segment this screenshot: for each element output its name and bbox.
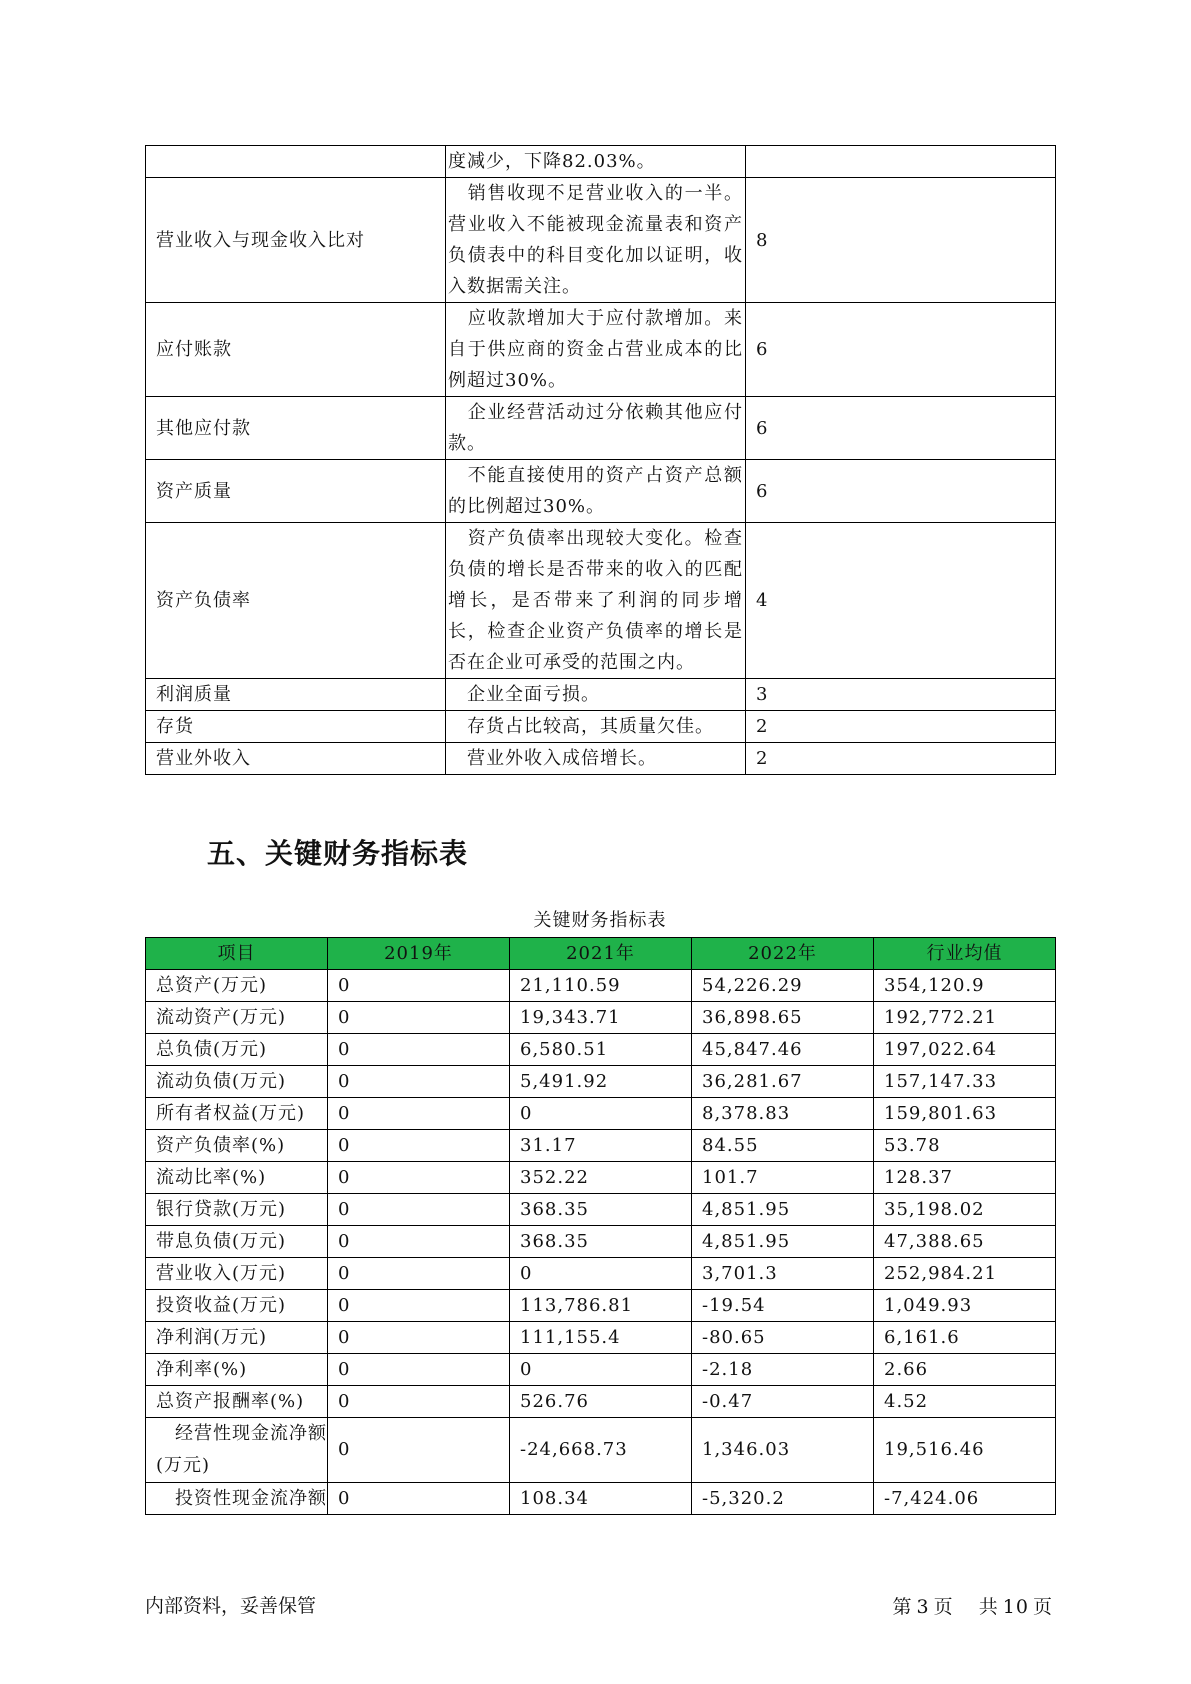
row-label-cell: 净利润(万元) bbox=[146, 1322, 328, 1354]
analysis-desc-cell: 营业外收入成倍增长。 bbox=[446, 743, 746, 775]
value-cell: 84.55 bbox=[692, 1130, 874, 1162]
analysis-row bbox=[146, 711, 1056, 743]
value-cell: 368.35 bbox=[510, 1226, 692, 1258]
analysis-row bbox=[146, 178, 1056, 303]
table-header-row bbox=[146, 938, 1056, 970]
table-row bbox=[146, 1034, 1056, 1066]
analysis-row bbox=[146, 397, 1056, 460]
value-cell: 192,772.21 bbox=[874, 1002, 1056, 1034]
value-cell: 31.17 bbox=[510, 1130, 692, 1162]
analysis-score-cell bbox=[746, 146, 1056, 178]
value-cell: 0 bbox=[328, 1418, 510, 1483]
value-cell: 2.66 bbox=[874, 1354, 1056, 1386]
value-cell: 21,110.59 bbox=[510, 970, 692, 1002]
value-cell: 368.35 bbox=[510, 1194, 692, 1226]
row-label-cell: 流动比率(%) bbox=[146, 1162, 328, 1194]
value-cell: 0 bbox=[510, 1098, 692, 1130]
value-cell: -19.54 bbox=[692, 1290, 874, 1322]
row-label-cell: 经营性现金流净额(万元) bbox=[146, 1418, 328, 1483]
value-cell: 19,343.71 bbox=[510, 1002, 692, 1034]
row-label-cell: 总负债(万元) bbox=[146, 1034, 328, 1066]
value-cell: -5,320.2 bbox=[692, 1483, 874, 1515]
value-cell: 0 bbox=[510, 1354, 692, 1386]
value-cell: 36,281.67 bbox=[692, 1066, 874, 1098]
table-row bbox=[146, 1066, 1056, 1098]
row-label-cell: 总资产(万元) bbox=[146, 970, 328, 1002]
value-cell: 526.76 bbox=[510, 1386, 692, 1418]
value-cell: 53.78 bbox=[874, 1130, 1056, 1162]
value-cell: 6,161.6 bbox=[874, 1322, 1056, 1354]
value-cell: 45,847.46 bbox=[692, 1034, 874, 1066]
analysis-desc-cell: 存货占比较高，其质量欠佳。 bbox=[446, 711, 746, 743]
value-cell: 54,226.29 bbox=[692, 970, 874, 1002]
value-cell: 19,516.46 bbox=[874, 1418, 1056, 1483]
header-cell: 2021年 bbox=[510, 938, 692, 970]
value-cell: 47,388.65 bbox=[874, 1226, 1056, 1258]
value-cell: 0 bbox=[328, 1290, 510, 1322]
page-number: 第 3 页 共 10 页 bbox=[892, 1596, 1053, 1618]
table-row bbox=[146, 970, 1056, 1002]
value-cell: 0 bbox=[328, 1002, 510, 1034]
value-cell: 0 bbox=[328, 1194, 510, 1226]
row-label-cell: 所有者权益(万元) bbox=[146, 1098, 328, 1130]
value-cell: 0 bbox=[328, 1226, 510, 1258]
analysis-score-cell: 6 bbox=[746, 303, 1056, 397]
table-row bbox=[146, 1418, 1056, 1483]
header-cell: 2022年 bbox=[692, 938, 874, 970]
analysis-score-cell: 2 bbox=[746, 743, 1056, 775]
header-cell: 项目 bbox=[146, 938, 328, 970]
analysis-row bbox=[146, 679, 1056, 711]
value-cell: 0 bbox=[328, 1098, 510, 1130]
table-caption: 关键财务指标表 bbox=[533, 910, 667, 931]
value-cell: 157,147.33 bbox=[874, 1066, 1056, 1098]
analysis-desc-cell: 销售收现不足营业收入的一半。营业收入不能被现金流量表和资产负债表中的科目变化加以证明，收入数据需关注。 bbox=[446, 178, 746, 303]
value-cell: 197,022.64 bbox=[874, 1034, 1056, 1066]
header-cell: 行业均值 bbox=[874, 938, 1056, 970]
value-cell: 0 bbox=[328, 1162, 510, 1194]
analysis-row bbox=[146, 460, 1056, 523]
value-cell: 0 bbox=[328, 1354, 510, 1386]
value-cell: 5,491.92 bbox=[510, 1066, 692, 1098]
table-row bbox=[146, 1322, 1056, 1354]
value-cell: 159,801.63 bbox=[874, 1098, 1056, 1130]
value-cell: 0 bbox=[328, 1386, 510, 1418]
value-cell: 128.37 bbox=[874, 1162, 1056, 1194]
value-cell: -7,424.06 bbox=[874, 1483, 1056, 1515]
row-label-cell: 投资性现金流净额 bbox=[146, 1483, 328, 1515]
value-cell: -80.65 bbox=[692, 1322, 874, 1354]
value-cell: 0 bbox=[328, 1322, 510, 1354]
analysis-desc-cell: 资产负债率出现较大变化。检查负债的增长是否带来的收入的匹配增长，是否带来了利润的同步增长，检查企业资产负债率的增长是否在企业可承受的范围之内。 bbox=[446, 523, 746, 679]
analysis-desc-cell: 企业经营活动过分依赖其他应付款。 bbox=[446, 397, 746, 460]
table-row bbox=[146, 1226, 1056, 1258]
table-row bbox=[146, 1098, 1056, 1130]
analysis-score-cell: 6 bbox=[746, 460, 1056, 523]
value-cell: 0 bbox=[328, 1258, 510, 1290]
value-cell: 0 bbox=[328, 1066, 510, 1098]
value-cell: 4,851.95 bbox=[692, 1226, 874, 1258]
value-cell: 111,155.4 bbox=[510, 1322, 692, 1354]
footer-confidential-note: 内部资料，妥善保管 bbox=[145, 1595, 317, 1617]
row-label-cell: 流动负债(万元) bbox=[146, 1066, 328, 1098]
row-label-cell: 银行贷款(万元) bbox=[146, 1194, 328, 1226]
table-row bbox=[146, 1258, 1056, 1290]
table-row bbox=[146, 1194, 1056, 1226]
row-label-cell: 投资收益(万元) bbox=[146, 1290, 328, 1322]
value-cell: 1,049.93 bbox=[874, 1290, 1056, 1322]
value-cell: 4.52 bbox=[874, 1386, 1056, 1418]
value-cell: 0 bbox=[510, 1258, 692, 1290]
table-row bbox=[146, 1162, 1056, 1194]
analysis-table bbox=[145, 145, 1056, 775]
analysis-item-cell: 营业外收入 bbox=[146, 743, 446, 775]
value-cell: -2.18 bbox=[692, 1354, 874, 1386]
section-title: 五、关键财务指标表 bbox=[207, 837, 469, 870]
row-label-cell: 净利率(%) bbox=[146, 1354, 328, 1386]
value-cell: -24,668.73 bbox=[510, 1418, 692, 1483]
value-cell: 354,120.9 bbox=[874, 970, 1056, 1002]
value-cell: 0 bbox=[328, 970, 510, 1002]
value-cell: -0.47 bbox=[692, 1386, 874, 1418]
table-row bbox=[146, 1290, 1056, 1322]
value-cell: 101.7 bbox=[692, 1162, 874, 1194]
analysis-score-cell: 4 bbox=[746, 523, 1056, 679]
analysis-item-cell: 其他应付款 bbox=[146, 397, 446, 460]
analysis-row bbox=[146, 146, 1056, 178]
analysis-item-cell: 资产质量 bbox=[146, 460, 446, 523]
value-cell: 352.22 bbox=[510, 1162, 692, 1194]
analysis-desc-cell: 企业全面亏损。 bbox=[446, 679, 746, 711]
row-label-cell: 流动资产(万元) bbox=[146, 1002, 328, 1034]
analysis-desc-cell: 度减少，下降82.03%。 bbox=[446, 146, 746, 178]
value-cell: 36,898.65 bbox=[692, 1002, 874, 1034]
value-cell: 4,851.95 bbox=[692, 1194, 874, 1226]
table-row bbox=[146, 1002, 1056, 1034]
value-cell: 3,701.3 bbox=[692, 1258, 874, 1290]
analysis-item-cell: 应付账款 bbox=[146, 303, 446, 397]
value-cell: 108.34 bbox=[510, 1483, 692, 1515]
value-cell: 6,580.51 bbox=[510, 1034, 692, 1066]
analysis-score-cell: 8 bbox=[746, 178, 1056, 303]
analysis-row bbox=[146, 523, 1056, 679]
analysis-item-cell: 利润质量 bbox=[146, 679, 446, 711]
table-row bbox=[146, 1386, 1056, 1418]
row-label-cell: 总资产报酬率(%) bbox=[146, 1386, 328, 1418]
value-cell: 0 bbox=[328, 1483, 510, 1515]
table-row bbox=[146, 1130, 1056, 1162]
row-label-cell: 带息负债(万元) bbox=[146, 1226, 328, 1258]
table-row bbox=[146, 1354, 1056, 1386]
value-cell: 0 bbox=[328, 1130, 510, 1162]
key-financial-indicators-table bbox=[145, 937, 1056, 1515]
analysis-item-cell: 资产负债率 bbox=[146, 523, 446, 679]
analysis-desc-cell: 不能直接使用的资产占资产总额的比例超过30%。 bbox=[446, 460, 746, 523]
row-label-cell: 营业收入(万元) bbox=[146, 1258, 328, 1290]
value-cell: 113,786.81 bbox=[510, 1290, 692, 1322]
value-cell: 1,346.03 bbox=[692, 1418, 874, 1483]
analysis-item-cell: 营业收入与现金收入比对 bbox=[146, 178, 446, 303]
analysis-item-cell bbox=[146, 146, 446, 178]
analysis-row bbox=[146, 303, 1056, 397]
header-cell: 2019年 bbox=[328, 938, 510, 970]
analysis-desc-cell: 应收款增加大于应付款增加。来自于供应商的资金占营业成本的比例超过30%。 bbox=[446, 303, 746, 397]
value-cell: 0 bbox=[328, 1034, 510, 1066]
analysis-score-cell: 6 bbox=[746, 397, 1056, 460]
analysis-item-cell: 存货 bbox=[146, 711, 446, 743]
value-cell: 252,984.21 bbox=[874, 1258, 1056, 1290]
analysis-score-cell: 3 bbox=[746, 679, 1056, 711]
table-row bbox=[146, 1483, 1056, 1515]
analysis-row bbox=[146, 743, 1056, 775]
row-label-cell: 资产负债率(%) bbox=[146, 1130, 328, 1162]
value-cell: 8,378.83 bbox=[692, 1098, 874, 1130]
value-cell: 35,198.02 bbox=[874, 1194, 1056, 1226]
analysis-score-cell: 2 bbox=[746, 711, 1056, 743]
